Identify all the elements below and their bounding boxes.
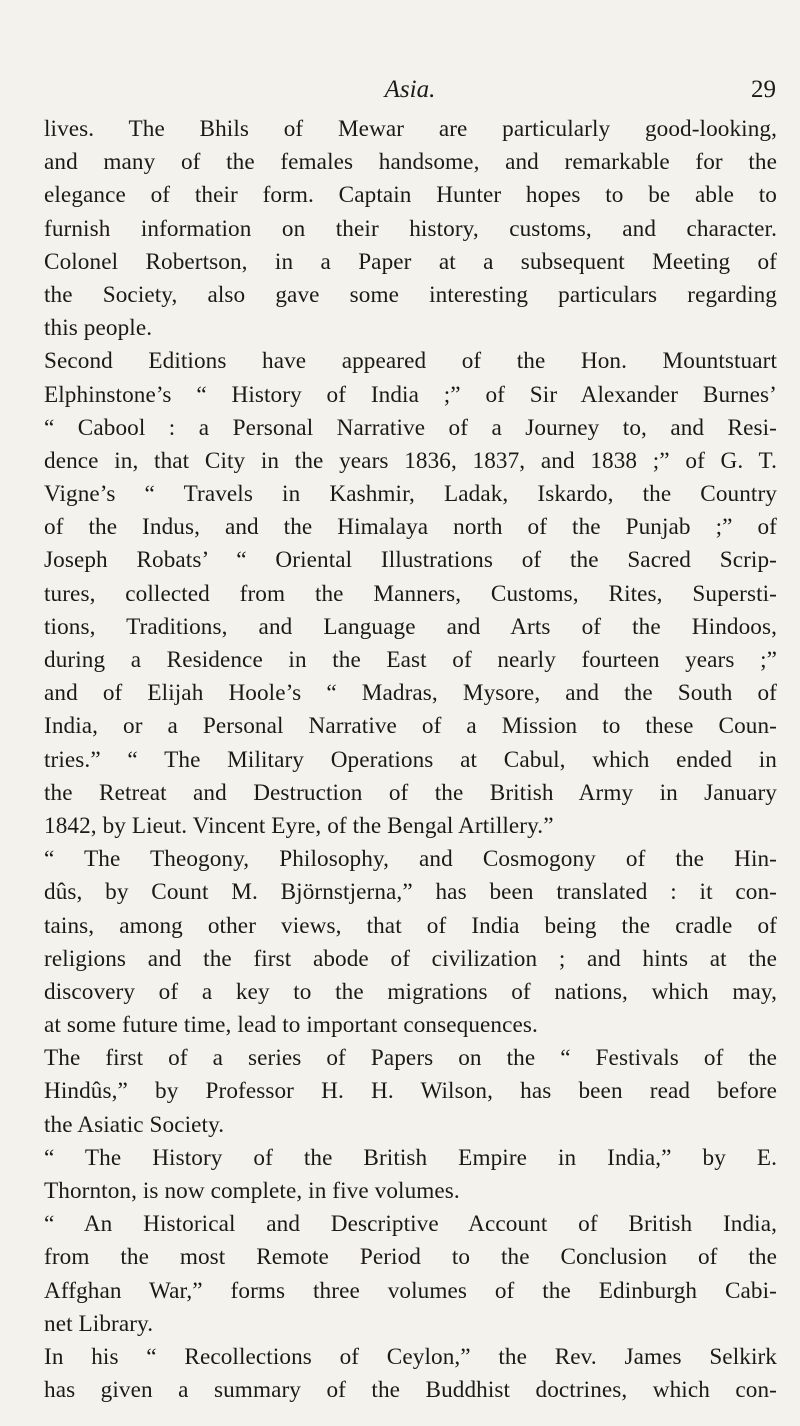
text-line: “ The History of the British Empire in India,” by E. xyxy=(44,1144,777,1171)
running-title: Asia. xyxy=(384,76,436,103)
text-line: Affghan War,” forms three volumes of the Edinburgh Cabi- xyxy=(44,1277,777,1304)
text-line: “ An Historical and Descriptive Account of British India, xyxy=(44,1211,777,1238)
text-line: Joseph Robats’ “ Oriental Illustrations of the Sacred Scrip- xyxy=(44,547,777,574)
page-number: 29 xyxy=(751,76,776,103)
running-head xyxy=(44,76,776,112)
text-line: In his “ Recollections of Ceylon,” the Rev. James Selkirk xyxy=(44,1343,777,1370)
text-line: Vigne’s “ Travels in Kashmir, Ladak, Iskardo, the Country xyxy=(44,481,777,508)
text-line: and of Elijah Hoole’s “ Madras, Mysore, and the South of xyxy=(44,680,777,707)
text-line: Thornton, is now complete, in five volumes. xyxy=(44,1178,460,1204)
text-line: net Library. xyxy=(44,1310,154,1337)
text-line: elegance of their form. Captain Hunter hopes to be able to xyxy=(44,182,777,209)
text-line: tions, Traditions, and Language and Arts of the Hindoos, xyxy=(44,613,777,640)
text-line: during a Residence in the East of nearly fourteen years ;” xyxy=(44,647,777,673)
text-line: of the Indus, and the Himalaya north of the Punjab ;” of xyxy=(44,514,777,541)
text-line: Elphinstone’s “ History of India ;” of Sir Alexander Burnes’ xyxy=(44,381,777,408)
text-line: and many of the females handsome, and remarkable for the xyxy=(44,149,777,176)
text-line: “ Cabool : a Personal Narrative of a Journey to, and Resi- xyxy=(44,414,777,441)
text-line: the Asiatic Society. xyxy=(44,1111,225,1138)
text-line: “ The Theogony, Philosophy, and Cosmogony of the Hin- xyxy=(44,846,777,873)
text-line: The first of a series of Papers on the “ Festivals of the xyxy=(44,1045,777,1072)
text-line: Hindûs,” by Professor H. H. Wilson, has been read before xyxy=(44,1078,777,1105)
text-line: tains, among other views, that of India being the cradle of xyxy=(44,912,777,939)
text-line: furnish information on their history, customs, and character. xyxy=(44,215,777,242)
text-line: dûs, by Count M. Björnstjerna,” has been translated : it con- xyxy=(44,879,777,906)
text-line: Second Editions have appeared of the Hon. Mountstuart xyxy=(44,348,777,375)
text-line: lives. The Bhils of Mewar are particularly good-looking, xyxy=(44,116,777,142)
text-line: this people. xyxy=(44,315,153,342)
text-line: religions and the first abode of civilization ; and hints at the xyxy=(44,945,777,972)
text-line: dence in, that City in the years 1836, 1837, and 1838 ;” of G. T. xyxy=(44,447,777,474)
text-line: discovery of a key to the migrations of nations, which may, xyxy=(44,978,777,1005)
text-line: tries.” “ The Military Operations at Cabul, which ended in xyxy=(44,746,777,773)
text-line: has given a summary of the Buddhist doctrines, which con- xyxy=(44,1377,777,1404)
text-line: tures, collected from the Manners, Customs, Rites, Supersti- xyxy=(44,580,777,607)
text-line: at some future time, lead to important consequences. xyxy=(44,1012,538,1039)
text-line: India, or a Personal Narrative of a Mission to these Coun- xyxy=(44,713,777,740)
body-text xyxy=(44,113,777,1407)
text-line: 1842, by Lieut. Vincent Eyre, of the Bengal Artillery.” xyxy=(44,812,554,839)
text-line: Colonel Robertson, in a Paper at a subsequent Meeting of xyxy=(44,248,777,275)
text-line: the Society, also gave some interesting particulars regarding xyxy=(44,281,777,308)
text-line: the Retreat and Destruction of the British Army in January xyxy=(44,779,777,806)
text-line: from the most Remote Period to the Conclusion of the xyxy=(44,1244,777,1271)
